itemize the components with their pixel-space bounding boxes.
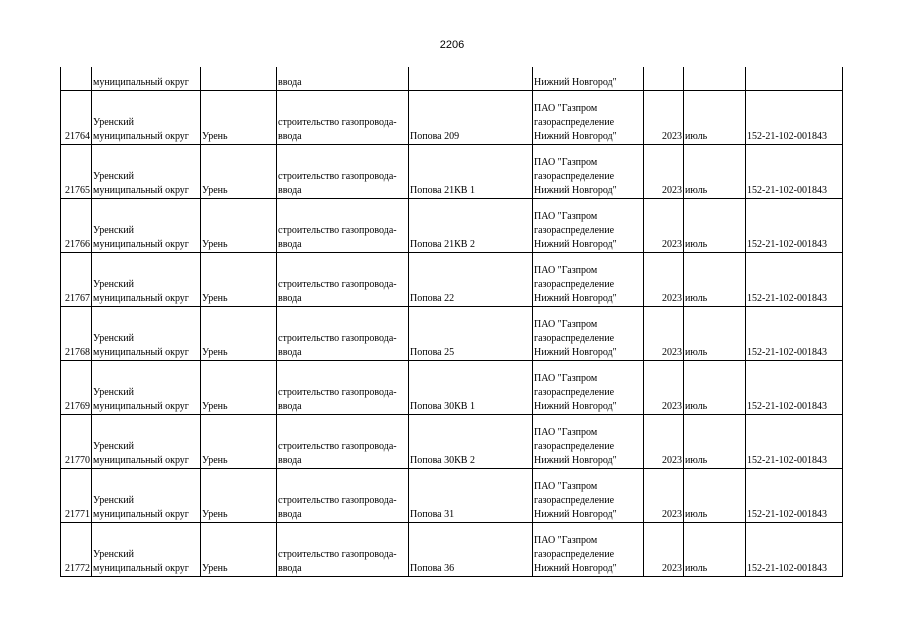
cell-organization (533, 91, 644, 145)
cell-num: 21772 (61, 523, 92, 577)
work-line-1: строительство газопровода- (278, 171, 397, 182)
org-line-2: газораспределение (534, 549, 615, 560)
cell-month: июль (684, 199, 746, 253)
cell-month: июль (684, 361, 746, 415)
district-line-1: Уренский (93, 171, 134, 182)
org-line-3: Нижний Новгород" (534, 509, 617, 520)
cell-locality: Урень (201, 361, 277, 415)
org-line-3: Нижний Новгород" (534, 563, 617, 574)
cell-year (644, 67, 684, 91)
cell-address: Попова 21КВ 2 (409, 199, 533, 253)
table-row (61, 91, 843, 145)
work-line-2: ввода (278, 509, 302, 520)
cell-code: 152-21-102-001843 (746, 415, 843, 469)
table-row (61, 361, 843, 415)
org-line-3: Нижний Новгород" (534, 347, 617, 358)
org-line-1: ПАО "Газпром (534, 211, 598, 222)
table-row (61, 307, 843, 361)
org-line-1: ПАО "Газпром (534, 373, 598, 384)
cell-work (277, 415, 409, 469)
cell-code: 152-21-102-001843 (746, 307, 843, 361)
cell-month (684, 67, 746, 91)
page-number: 2206 (439, 39, 465, 51)
cell-work (277, 199, 409, 253)
cell-district (92, 361, 201, 415)
cell-address: Попова 30КВ 2 (409, 415, 533, 469)
cell-year: 2023 (644, 253, 684, 307)
cell-year: 2023 (644, 361, 684, 415)
cell-district (92, 91, 201, 145)
district-line-2: муниципальный округ (93, 509, 189, 520)
org-line-1: ПАО "Газпром (534, 103, 598, 114)
work-line-1: строительство газопровода- (278, 549, 397, 560)
cell-organization (533, 199, 644, 253)
cell-work (277, 361, 409, 415)
cell-year: 2023 (644, 145, 684, 199)
org-line-3: Нижний Новгород" (534, 455, 617, 466)
cell-locality: Урень (201, 91, 277, 145)
cell-district (92, 199, 201, 253)
org-line-2: газораспределение (534, 117, 615, 128)
work-line-1: строительство газопровода- (278, 387, 397, 398)
cell-num: 21765 (61, 145, 92, 199)
work-line-2: ввода (278, 347, 302, 358)
cell-locality: Урень (201, 307, 277, 361)
cell-locality: Урень (201, 523, 277, 577)
cell-code: 152-21-102-001843 (746, 253, 843, 307)
cell-district (92, 145, 201, 199)
district-line-1: Уренский (93, 279, 134, 290)
work-line-1: строительство газопровода- (278, 279, 397, 290)
cell-num: 21767 (61, 253, 92, 307)
org-line-3: Нижний Новгород" (534, 401, 617, 412)
district-line-2: муниципальный округ (93, 131, 189, 142)
org-line-2: газораспределение (534, 225, 615, 236)
cell-work (277, 145, 409, 199)
cell-organization (533, 253, 644, 307)
org-line-2: газораспределение (534, 171, 615, 182)
cell-district (92, 523, 201, 577)
cell-num: 21766 (61, 199, 92, 253)
cell-organization (533, 307, 644, 361)
work-line-1: строительство газопровода- (278, 333, 397, 344)
cell-num: 21768 (61, 307, 92, 361)
cell-district (92, 415, 201, 469)
org-line-1: ПАО "Газпром (534, 157, 598, 168)
cell-year: 2023 (644, 469, 684, 523)
cell-locality: Урень (201, 253, 277, 307)
district-line-1: Уренский (93, 333, 134, 344)
work-line-2: ввода (278, 131, 302, 142)
cell-address: Попова 209 (409, 91, 533, 145)
cell-year: 2023 (644, 415, 684, 469)
cell-address (409, 67, 533, 91)
cell-year: 2023 (644, 523, 684, 577)
cell-work (277, 253, 409, 307)
cell-code: 152-21-102-001843 (746, 523, 843, 577)
cell-locality: Урень (201, 415, 277, 469)
district-line-2: муниципальный округ (93, 563, 189, 574)
cell-district: муниципальный округ (92, 67, 201, 91)
cell-district (92, 253, 201, 307)
district-line-2: муниципальный округ (93, 347, 189, 358)
cell-code: 152-21-102-001843 (746, 145, 843, 199)
cell-code: 152-21-102-001843 (746, 361, 843, 415)
cell-num: 21770 (61, 415, 92, 469)
cell-locality (201, 67, 277, 91)
cell-organization (533, 145, 644, 199)
cell-address: Попова 30КВ 1 (409, 361, 533, 415)
cell-month: июль (684, 145, 746, 199)
work-line-2: ввода (278, 563, 302, 574)
table-row-continued (61, 67, 843, 91)
cell-num: 21764 (61, 91, 92, 145)
org-line-2: газораспределение (534, 495, 615, 506)
cell-work (277, 469, 409, 523)
district-line-2: муниципальный округ (93, 455, 189, 466)
org-line-1: ПАО "Газпром (534, 427, 598, 438)
district-line-2: муниципальный округ (93, 185, 189, 196)
table-row (61, 253, 843, 307)
org-line-2: газораспределение (534, 441, 615, 452)
cell-month: июль (684, 91, 746, 145)
org-line-3: Нижний Новгород" (534, 239, 617, 250)
cell-address: Попова 25 (409, 307, 533, 361)
cell-organization (533, 523, 644, 577)
cell-address: Попова 21КВ 1 (409, 145, 533, 199)
cell-work (277, 91, 409, 145)
work-line-1: строительство газопровода- (278, 441, 397, 452)
district-line-1: Уренский (93, 549, 134, 560)
org-line-2: газораспределение (534, 279, 615, 290)
cell-code: 152-21-102-001843 (746, 469, 843, 523)
cell-organization: Нижний Новгород" (533, 67, 644, 91)
org-line-1: ПАО "Газпром (534, 535, 598, 546)
district-line-1: Уренский (93, 495, 134, 506)
work-line-2: ввода (278, 401, 302, 412)
cell-organization (533, 469, 644, 523)
org-line-1: ПАО "Газпром (534, 319, 598, 330)
table-row (61, 145, 843, 199)
cell-month: июль (684, 469, 746, 523)
cell-address: Попова 22 (409, 253, 533, 307)
cell-address: Попова 36 (409, 523, 533, 577)
district-line-2: муниципальный округ (93, 401, 189, 412)
work-line-1: строительство газопровода- (278, 225, 397, 236)
cell-work (277, 523, 409, 577)
cell-organization (533, 361, 644, 415)
cell-work (277, 307, 409, 361)
cell-work: ввода (277, 67, 409, 91)
cell-year: 2023 (644, 307, 684, 361)
cell-code: 152-21-102-001843 (746, 91, 843, 145)
cell-year: 2023 (644, 91, 684, 145)
table-row (61, 415, 843, 469)
cell-month: июль (684, 307, 746, 361)
org-line-3: Нижний Новгород" (534, 131, 617, 142)
table-row (61, 199, 843, 253)
district-line-1: Уренский (93, 117, 134, 128)
org-line-3: Нижний Новгород" (534, 293, 617, 304)
district-line-1: Уренский (93, 387, 134, 398)
district-line-1: Уренский (93, 225, 134, 236)
cell-code (746, 67, 843, 91)
org-line-1: ПАО "Газпром (534, 481, 598, 492)
cell-locality: Урень (201, 469, 277, 523)
cell-address: Попова 31 (409, 469, 533, 523)
district-line-1: Уренский (93, 441, 134, 452)
work-line-2: ввода (278, 185, 302, 196)
cell-year: 2023 (644, 199, 684, 253)
district-line-2: муниципальный округ (93, 239, 189, 250)
cell-locality: Урень (201, 199, 277, 253)
cell-month: июль (684, 415, 746, 469)
work-line-2: ввода (278, 293, 302, 304)
cell-code: 152-21-102-001843 (746, 199, 843, 253)
cell-district (92, 307, 201, 361)
cell-organization (533, 415, 644, 469)
cell-month: июль (684, 253, 746, 307)
cell-district (92, 469, 201, 523)
cell-month: июль (684, 523, 746, 577)
org-line-2: газораспределение (534, 333, 615, 344)
org-line-1: ПАО "Газпром (534, 265, 598, 276)
cell-num: 21769 (61, 361, 92, 415)
cell-locality: Урень (201, 145, 277, 199)
org-line-2: газораспределение (534, 387, 615, 398)
work-line-2: ввода (278, 239, 302, 250)
work-line-2: ввода (278, 455, 302, 466)
work-line-1: строительство газопровода- (278, 495, 397, 506)
cell-num: 21771 (61, 469, 92, 523)
table-row (61, 523, 843, 577)
district-line-2: муниципальный округ (93, 293, 189, 304)
org-line-3: Нижний Новгород" (534, 185, 617, 196)
cell-num (61, 67, 92, 91)
registry-table (60, 67, 843, 577)
table-row (61, 469, 843, 523)
work-line-1: строительство газопровода- (278, 117, 397, 128)
